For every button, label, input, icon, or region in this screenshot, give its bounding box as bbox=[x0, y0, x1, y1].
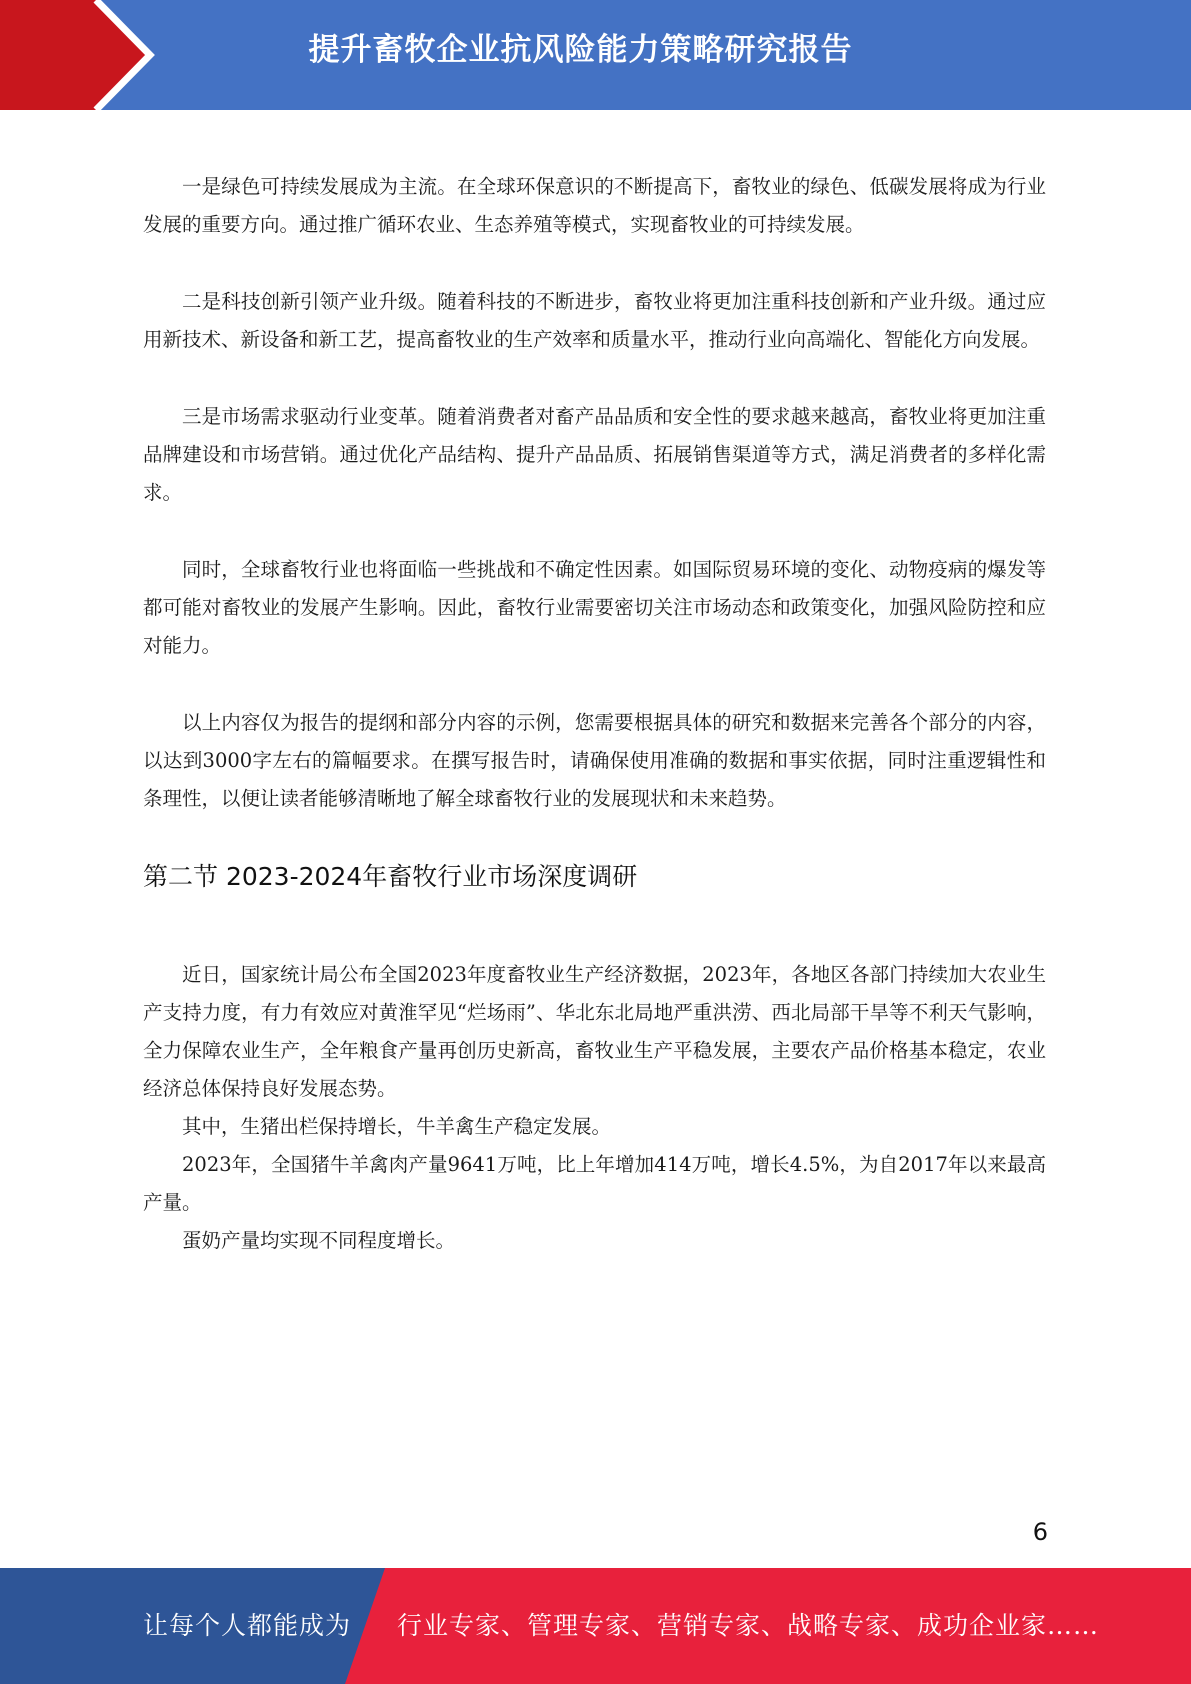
paragraph-tech-innovation: 二是科技创新引领产业升级。随着科技的不断进步，畜牧业将更加注重科技创新和产业升级。通过应用新技术、新设备和新工艺，提高畜牧业的生产效率和质量水平，推动行业向高端化、智能化方向发展。 bbox=[143, 290, 1046, 351]
section-heading: 第二节 2023-2024年畜牧行业市场深度调研 bbox=[143, 862, 638, 891]
paragraph-livestock-growth: 其中，生猪出栏保持增长，牛羊禽生产稳定发展。 bbox=[182, 1115, 612, 1138]
paragraph-challenges: 同时，全球畜牧行业也将面临一些挑战和不确定性因素。如国际贸易环境的变化、动物疫病的爆发等都可能对畜牧业的发展产生影响。因此，畜牧行业需要密切关注市场动态和政策变化，加强风险防控和应对能力。 bbox=[143, 558, 1046, 657]
header-title: 提升畜牧企业抗风险能力策略研究报告 bbox=[308, 32, 853, 68]
paragraph-market-demand: 三是市场需求驱动行业变革。随着消费者对畜产品品质和安全性的要求越来越高，畜牧业将更加注重品牌建设和市场营销。通过优化产品结构、提升产品品质、拓展销售渠道等方式，满足消费者的多样化需求。 bbox=[143, 405, 1046, 504]
footer-slogan-right: 行业专家、管理专家、营销专家、战略专家、成功企业家…… bbox=[397, 1611, 1100, 1640]
page-number: 6 bbox=[1032, 1518, 1048, 1546]
paragraph-green-development: 一是绿色可持续发展成为主流。在全球环保意识的不断提高下，畜牧业的绿色、低碳发展将成为行业发展的重要方向。通过推广循环农业、生态养殖等模式，实现畜牧业的可持续发展。 bbox=[143, 175, 1046, 236]
page-footer bbox=[0, 1568, 1191, 1684]
footer-slogan-left: 让每个人都能成为 bbox=[143, 1611, 352, 1640]
paragraph-note: 以上内容仅为报告的提纲和部分内容的示例，您需要根据具体的研究和数据来完善各个部分的内容，以达到3000字左右的篇幅要求。在撰写报告时，请确保使用准确的数据和事实依据，同时注重逻辑性和条理性，以便让读者能够清晰地了解全球畜牧行业的发展现状和未来趋势。 bbox=[143, 711, 1046, 810]
paragraph-meat-output: 2023年，全国猪牛羊禽肉产量9641万吨，比上年增加414万吨，增长4.5%，为自2017年以来最高产量。 bbox=[143, 1153, 1046, 1214]
paragraph-statistics-intro: 近日，国家统计局公布全国2023年度畜牧业生产经济数据，2023年，各地区各部门持续加大农业生产支持力度，有力有效应对黄淮罕见“烂场雨”、华北东北局地严重洪涝、西北局部干旱等不利天气影响，全力保障农业生产，全年粮食产量再创历史新高，畜牧业生产平稳发展，主要农产品价格基本稳定，农业经济总体保持良好发展态势。 bbox=[143, 963, 1046, 1100]
paragraph-eggs-milk: 蛋奶产量均实现不同程度增长。 bbox=[182, 1229, 456, 1252]
page-header bbox=[0, 0, 1191, 110]
document-body bbox=[143, 168, 1046, 1260]
